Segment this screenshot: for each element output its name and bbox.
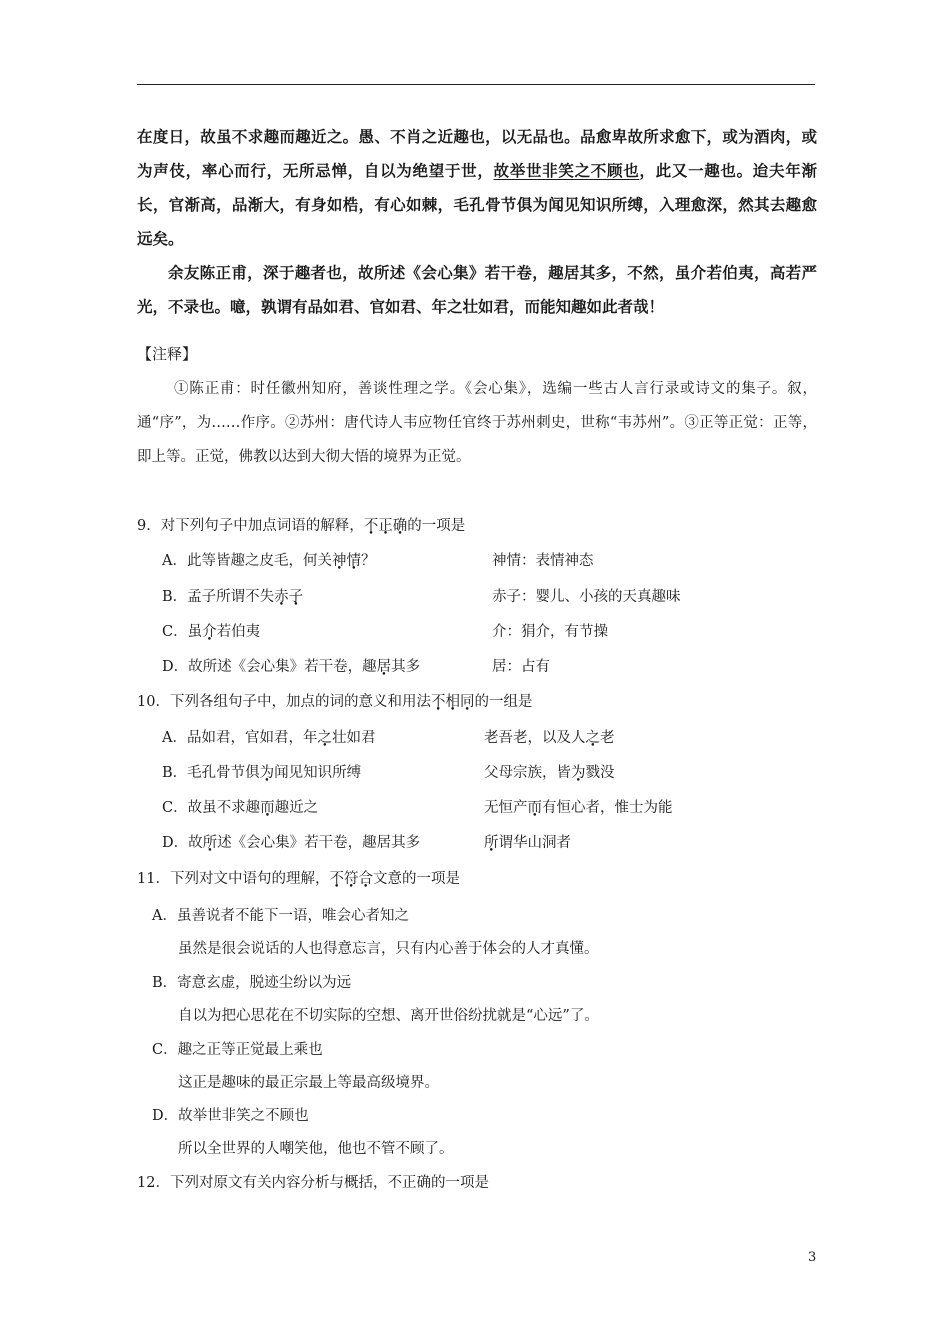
q9-option-d-sentence: D．故所述《会心集》若干卷，趣居其多 [162, 659, 421, 675]
notes-text: ①陈正甫：时任徽州知府，善谈性理之学。《会心集》，选编一些古人言行录或诗文的集子。叙，通“序”，为……作序。②苏州：唐代诗人韦应物任官终于苏州刺史，世称“韦苏州”。③正等正觉：正等，即上等。正觉，佛教以达到大彻大悟的境界为正觉。 [137, 381, 817, 465]
q9-option-d-explanation: 居：占有 [492, 659, 550, 675]
underlined-sentence: 故举世非笑之不顾也 [493, 161, 640, 180]
q9-stem: 9．对下列句子中加点词语的解释，不正确的一项是 [137, 518, 466, 534]
q9-option-c-sentence: C．虽介若伯夷 [162, 624, 261, 640]
q11-option-d-sentence: D．故举世非笑之不顾也 [152, 1108, 309, 1124]
q9-option-a-explanation: 神情：表情神态 [492, 553, 594, 569]
passage-paragraph-2: 余友陈正甫，深于趣者也，故所述《会心集》若干卷，趣居其多，不然，虽介若伯夷，高若严光，不录也。噫，孰谓有品如君、官如君、年之壮如君，而能知趣如此者哉！ [137, 263, 817, 316]
q11-option-c-explanation: 这正是趣味的最正宗最上等最高级境界。 [178, 1075, 439, 1091]
q11-option-a-sentence: A．虽善说者不能下一语，唯会心者知之 [152, 908, 409, 924]
passage-text [137, 120, 817, 324]
passage-paragraph-1: 在度日，故虽不求趣而趣近之。愚、不肖之近趣也，以无品也。品愈卑故所求愈下，或为酒肉，或为声伎，率心而行，无所忌惮，自以为绝望于世，故举世非笑之不顾也，此又一趣也。迨夫年渐长，官渐高，品渐大，有身如梏，有心如棘，毛孔骨节俱为闻见知识所缚，入理愈深，然其去趣愈远矣。 [137, 127, 817, 248]
q11-stem: 11．下列对文中语句的理解，不符合文意的一项是 [137, 871, 460, 887]
q11-option-d-explanation: 所以全世界的人嘲笑他，他也不管不顾了。 [178, 1141, 454, 1157]
q11-option-c-sentence: C．趣之正等正觉最上乘也 [152, 1042, 323, 1058]
q9-option-b-explanation: 赤子：婴儿、小孩的天真趣味 [492, 589, 681, 605]
q10-option-a-left: A．品如君，官如君，年之壮如君 [162, 730, 376, 746]
q10-option-c-right: 无恒产而有恒心者，惟士为能 [484, 800, 673, 816]
q10-option-d-right: 所谓华山洞者 [484, 835, 571, 851]
q10-option-d-left: D．故所述《会心集》若干卷，趣居其多 [162, 835, 421, 851]
q10-option-a-right: 老吾老，以及人之老 [484, 730, 615, 746]
q11-option-b-sentence: B．寄意玄虚，脱迹尘纷以为远 [152, 975, 352, 991]
q10-option-b-left: B．毛孔骨节俱为闻见知识所缚 [162, 765, 362, 781]
q10-stem: 10．下列各组句子中，加点的词的意义和用法不相同的一组是 [137, 694, 533, 710]
q12-stem: 12．下列对原文有关内容分析与概括，不正确的一项是 [137, 1175, 489, 1191]
notes-heading: 【注释】 [137, 345, 198, 363]
header-rule [137, 84, 815, 85]
notes-body [137, 372, 817, 474]
q9-option-c-explanation: 介：狷介，有节操 [492, 624, 608, 640]
q11-option-b-explanation: 自以为把心思花在不切实际的空想、离开世俗纷扰就是“心远”了。 [178, 1008, 599, 1024]
q11-option-a-explanation: 虽然是很会说话的人也得意忘言，只有内心善于体会的人才真懂。 [178, 941, 599, 957]
page-number: 3 [808, 1250, 817, 1265]
q9-option-a-sentence: A．此等皆趣之皮毛，何关神情？ [162, 553, 376, 569]
q9-option-b-sentence: B．孟子所谓不失赤子 [162, 589, 304, 605]
q10-option-c-left: C．故虽不求趣而趣近之 [162, 800, 319, 816]
q10-option-b-right: 父母宗族，皆为戮没 [484, 765, 615, 781]
